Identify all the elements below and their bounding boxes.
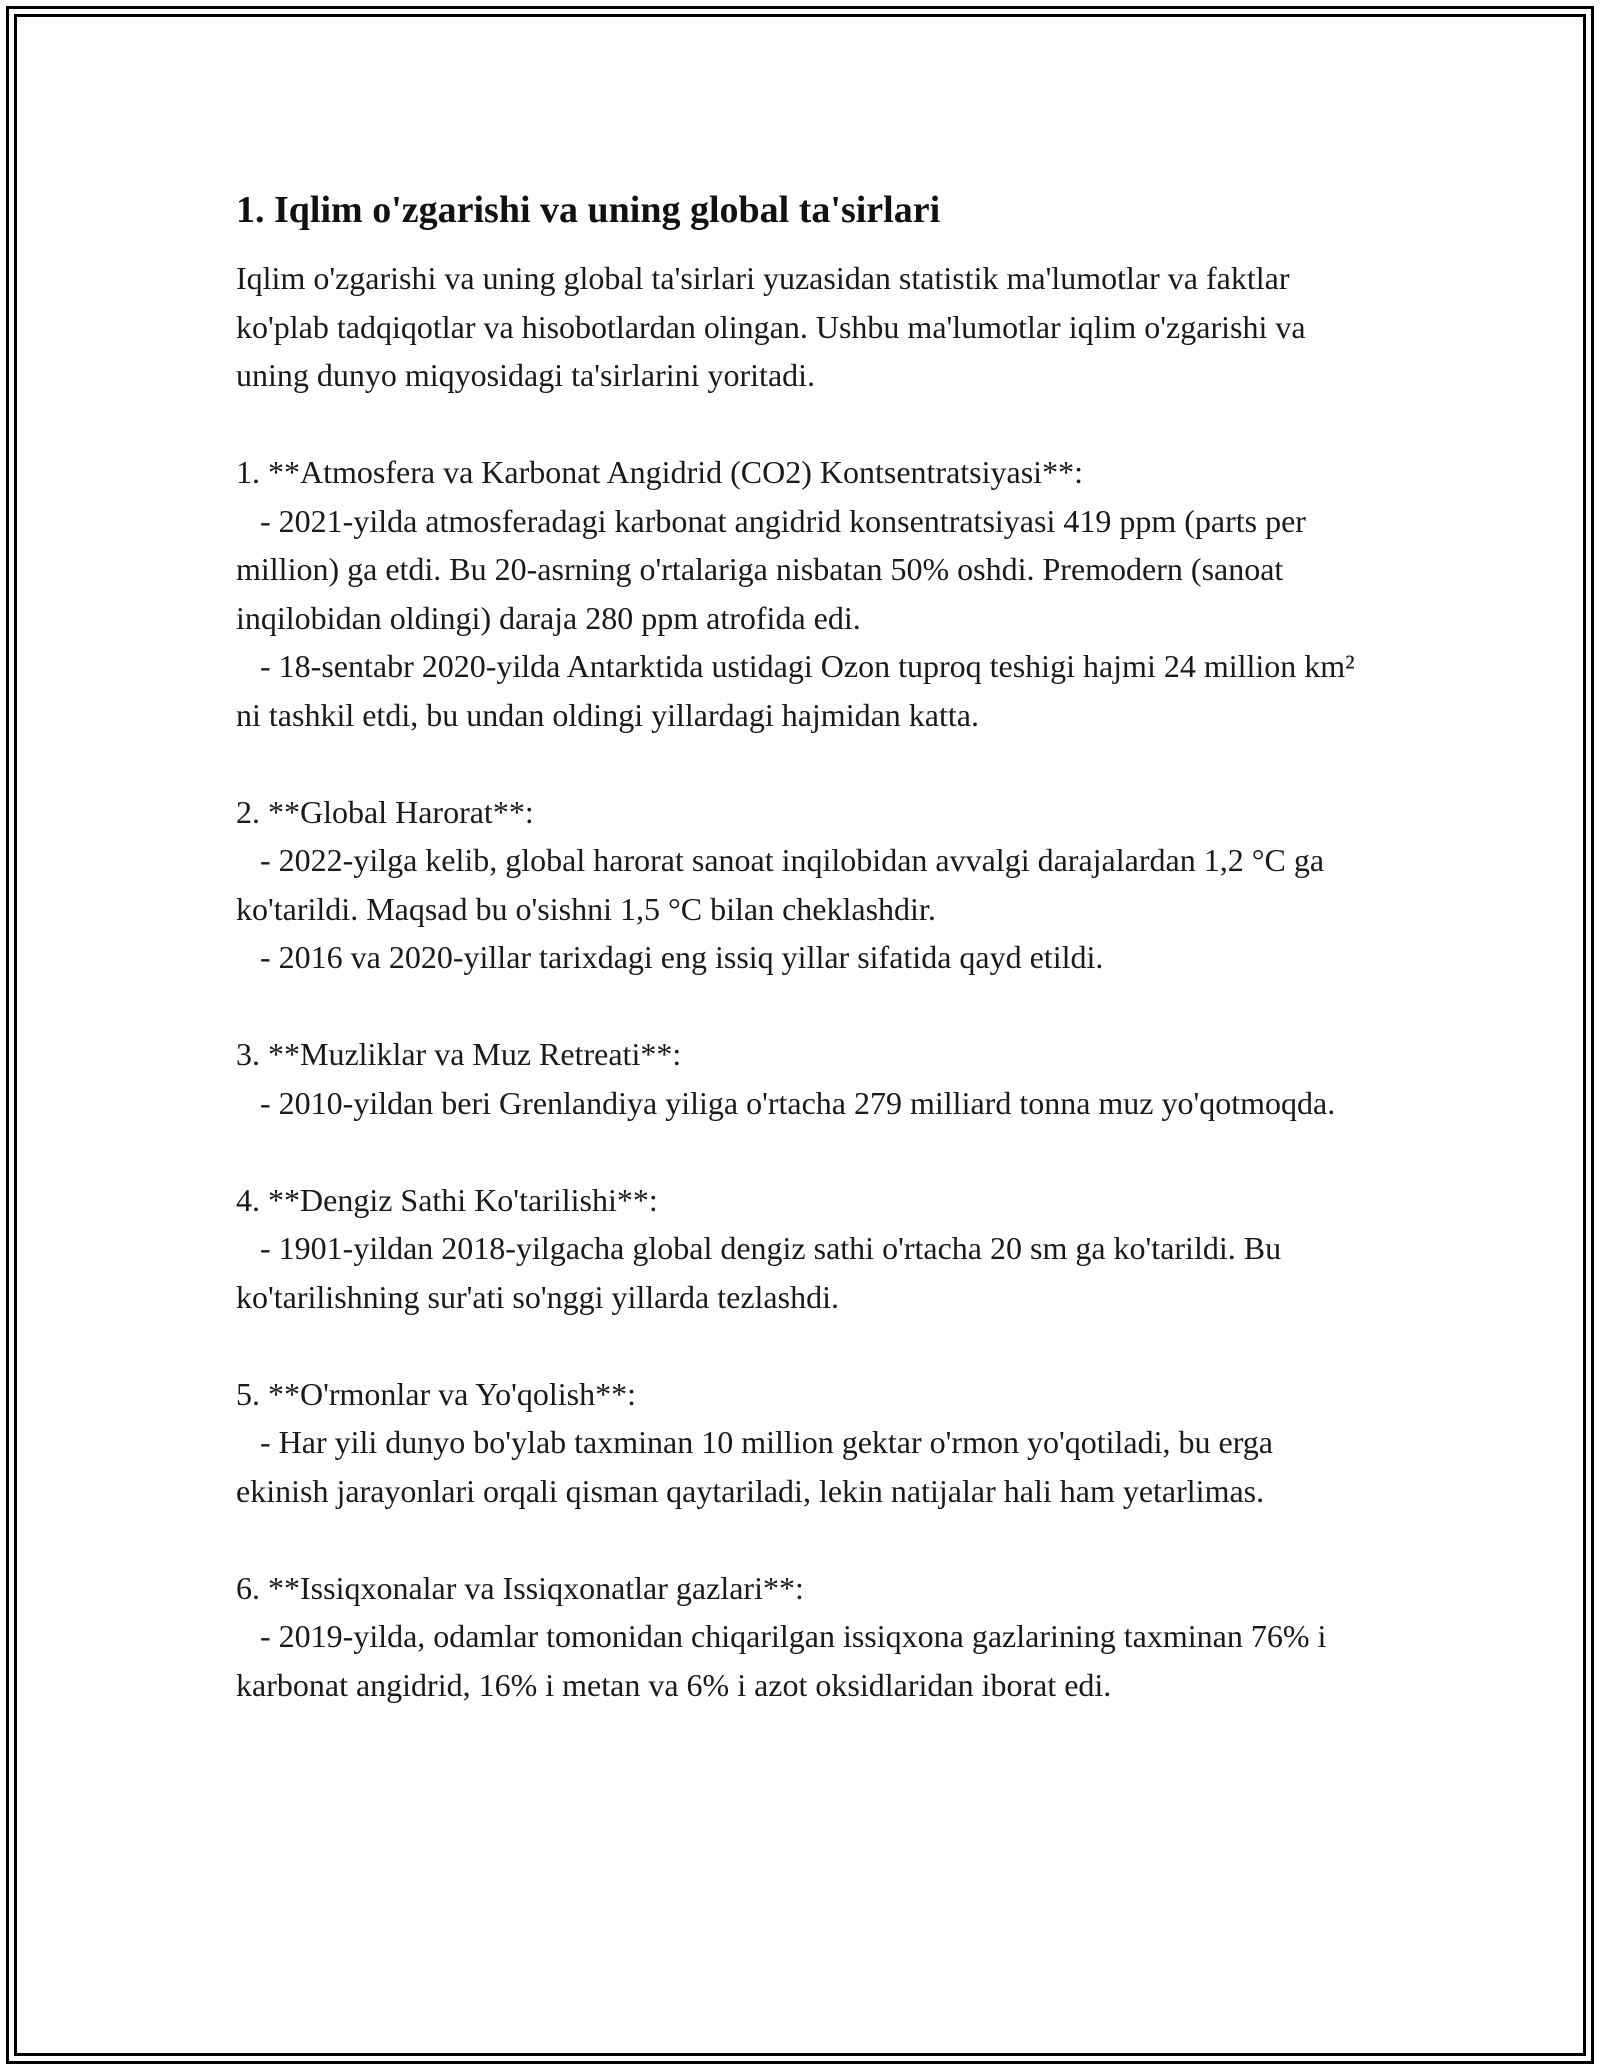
spacer xyxy=(236,400,1356,449)
spacer xyxy=(236,1515,1356,1564)
section-heading: 3. **Muzliklar va Muz Retreati**: xyxy=(236,1036,682,1072)
section-heading: 6. **Issiqxonalar va Issiqxonatlar gazlari**: xyxy=(236,1569,804,1606)
section-glaciers xyxy=(236,1030,1356,1127)
document-title: 1. Iqlim o'zgarishi va uning global ta'sirlari xyxy=(236,189,941,231)
spacer xyxy=(236,739,1356,788)
section-co2 xyxy=(236,448,1363,739)
section-forests xyxy=(236,1370,1356,1516)
section-item: - 2010-yildan beri Grenlandiya yiliga o'rtacha 279 milliard tonna muz yo'qotmoqda. xyxy=(236,1084,1336,1121)
section-global-temperature xyxy=(236,788,1356,982)
section-heading: 2. **Global Harorat**: xyxy=(236,793,534,830)
section-heading: 4. **Dengiz Sathi Ko'tarilishi**: xyxy=(236,1181,658,1218)
section-heading: 5. **O'rmonlar va Yo'qolish**: xyxy=(236,1375,636,1412)
section-item: - 18-sentabr 2020-yilda Antarktida ustidagi Ozon tuproq teshigi hajmi 24 million km² ni tashkil etdi, bu undan oldingi yillardagi hajmidan katta. xyxy=(236,648,1363,733)
spacer xyxy=(236,1127,1356,1176)
section-item: - 2019-yilda, odamlar tomonidan chiqarilgan issiqxona gazlarining taxminan 76% i karbonat angidrid, 16% i metan va 6% i azot oksidlaridan iborat edi. xyxy=(236,1618,1335,1703)
spacer xyxy=(236,1321,1356,1370)
section-item: - 2016 va 2020-yillar tarixdagi eng issiq yillar sifatida qayd etildi. xyxy=(236,939,1104,975)
document-body xyxy=(236,184,1363,1709)
section-item: - 2022-yilga kelib, global harorat sanoat inqilobidan avvalgi darajalardan 1,2 °C ga ko'tarildi. Maqsad bu o'sishni 1,5 °C bilan cheklashdir. xyxy=(236,842,1333,927)
section-item: - Har yili dunyo bo'ylab taxminan 10 million gektar o'rmon yo'qotiladi, bu erga ekinish jarayonlari orqali qisman qaytariladi, lekin natijalar hali ham yetarlimas. xyxy=(236,1424,1281,1509)
section-heading: 1. **Atmosfera va Karbonat Angidrid (CO2) Kontsentratsiyasi**: xyxy=(236,454,1083,490)
section-greenhouse-gases xyxy=(236,1564,1356,1710)
section-item: - 1901-yildan 2018-yilgacha global dengiz sathi o'rtacha 20 sm ga ko'tarildi. Bu ko'tarilishning sur'ati so'nggi yillarda tezlashdi. xyxy=(236,1230,1290,1315)
section-item: - 2021-yilda atmosferadagi karbonat angidrid konsentratsiyasi 419 ppm (parts per million) ga etdi. Bu 20-asrning o'rtalariga nisbatan 50% oshdi. Premodern (sanoat inqilobidan oldingi) daraja 280 ppm atrofida edi. xyxy=(236,502,1314,636)
intro-paragraph: Iqlim o'zgarishi va uning global ta'sirlari yuzasidan statistik ma'lumotlar va faktlar ko'plab tadqiqotlar va hisobotlardan olingan. Ushbu ma'lumotlar iqlim o'zgarishi va uning dunyo miqyosidagi ta'sirlarini yoritadi. xyxy=(236,260,1314,393)
section-sea-level xyxy=(236,1176,1356,1322)
spacer xyxy=(236,982,1356,1031)
